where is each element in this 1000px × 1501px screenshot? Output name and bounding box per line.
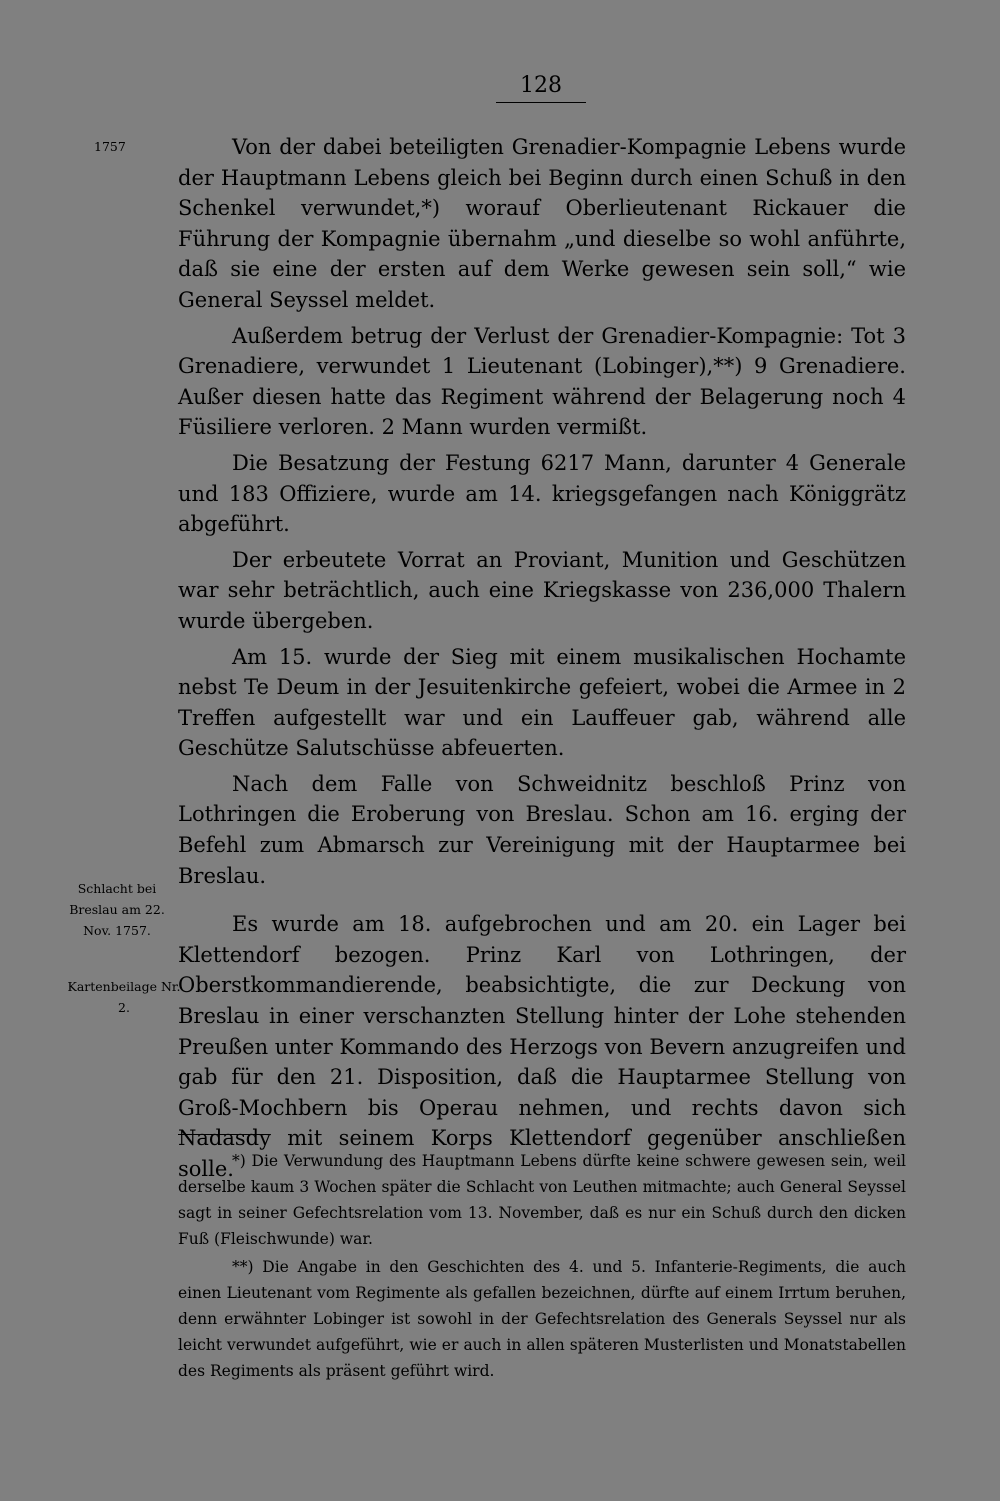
- paragraph-5: Am 15. wurde der Sieg mit einem musikalischen Hochamte nebst Te Deum in der Jesuitenkirche gefeiert, wobei die Armee in 2 Treffen aufgestellt war und ein Lauffeuer gab, während alle Geschütze Salutschüsse abfeuerten.: [178, 644, 906, 761]
- paragraph-1: Von der dabei beteiligten Grenadier-Kompagnie Lebens wurde der Hauptmann Lebens gleich bei Beginn durch einen Schuß in den Schenkel verwundet,*) worauf Oberlieutenant Rickauer die Führung der Kompagnie übernahm „und dieselbe so wohl anführte, daß sie eine der ersten auf dem Werke gewesen sein soll,“ wie General Seyssel meldet.: [178, 135, 906, 312]
- footnote-1: *) Die Verwundung des Hauptmann Lebens dürfte keine schwere gewesen sein, weil derselbe kaum 3 Wochen später die Schlacht von Leuthen mitmachte; auch General Seyssel sagt in seiner Gefechtsrelation vom 13. November, daß es nur ein Schuß durch den dicken Fuß (Fleischwunde) war.: [178, 1152, 906, 1248]
- page-number-rule: [496, 102, 586, 103]
- footnote-2: **) Die Angabe in den Geschichten des 4. und 5. Infanterie-Regiments, die auch einen Lieutenant vom Regimente als gefallen bezeichnen, dürfte auf einem Irrtum beruhen, denn erwähnter Lobinger ist sowohl in der Gefechtsrelation des Generals Seyssel nur als leicht verwundet aufgeführt, wie er auch in allen späteren Musterlisten und Monatstabellen des Regiments als präsent geführt wird.: [178, 1258, 906, 1380]
- paragraph-4: Der erbeutete Vorrat an Proviant, Munition und Geschützen war sehr beträchtlich, auch eine Kriegskasse von 236,000 Thalern wurde übergeben.: [178, 547, 906, 633]
- paragraph-2: Außerdem betrug der Verlust der Grenadier-Kompagnie: Tot 3 Grenadiere, verwundet 1 Lieutenant (Lobinger),**) 9 Grenadiere. Außer diesen hatte das Regiment während der Belagerung noch 4 Füsiliere verloren. 2 Mann wurden vermißt.: [178, 323, 906, 440]
- paragraph-7: Es wurde am 18. aufgebrochen und am 20. ein Lager bei Klettendorf bezogen. Prinz Karl von Lothringen, der Oberstkommandierende, beabsichtigte, die zur Deckung von Breslau in einer verschanzten Stellung hinter der Lohe stehenden Preußen unter Kommando des Herzogs von Bevern anzugreifen und gab für den 21. Disposition, daß die Hauptarmee Stellung von Groß-Mochbern bis Operau nehmen, und rechts davon sich Nadasdy mit seinem Korps Klettendorf gegenüber anschließen solle.: [178, 912, 906, 1181]
- footnote-rule: [178, 1134, 270, 1135]
- margin-note-year: 1757: [94, 139, 126, 154]
- footnotes: [178, 1148, 906, 1384]
- margin-note-kartenbeilage: Kartenbeilage Nr. 2.: [67, 979, 181, 1015]
- main-text: [178, 132, 906, 1185]
- paragraph-3: Die Besatzung der Festung 6217 Mann, darunter 4 Generale und 183 Offiziere, wurde am 14. kriegsgefangen nach Königgrätz abgeführt.: [178, 450, 906, 537]
- margin-note-schlacht: Schlacht bei Breslau am 22. Nov. 1757.: [69, 881, 165, 938]
- paragraph-6: Nach dem Falle von Schweidnitz beschloß Prinz von Lothringen die Eroberung von Breslau. Schon am 16. erging der Befehl zum Abmarsch zur Vereinigung mit der Hauptarmee bei Breslau.: [178, 771, 906, 888]
- page-number: 128: [520, 73, 562, 98]
